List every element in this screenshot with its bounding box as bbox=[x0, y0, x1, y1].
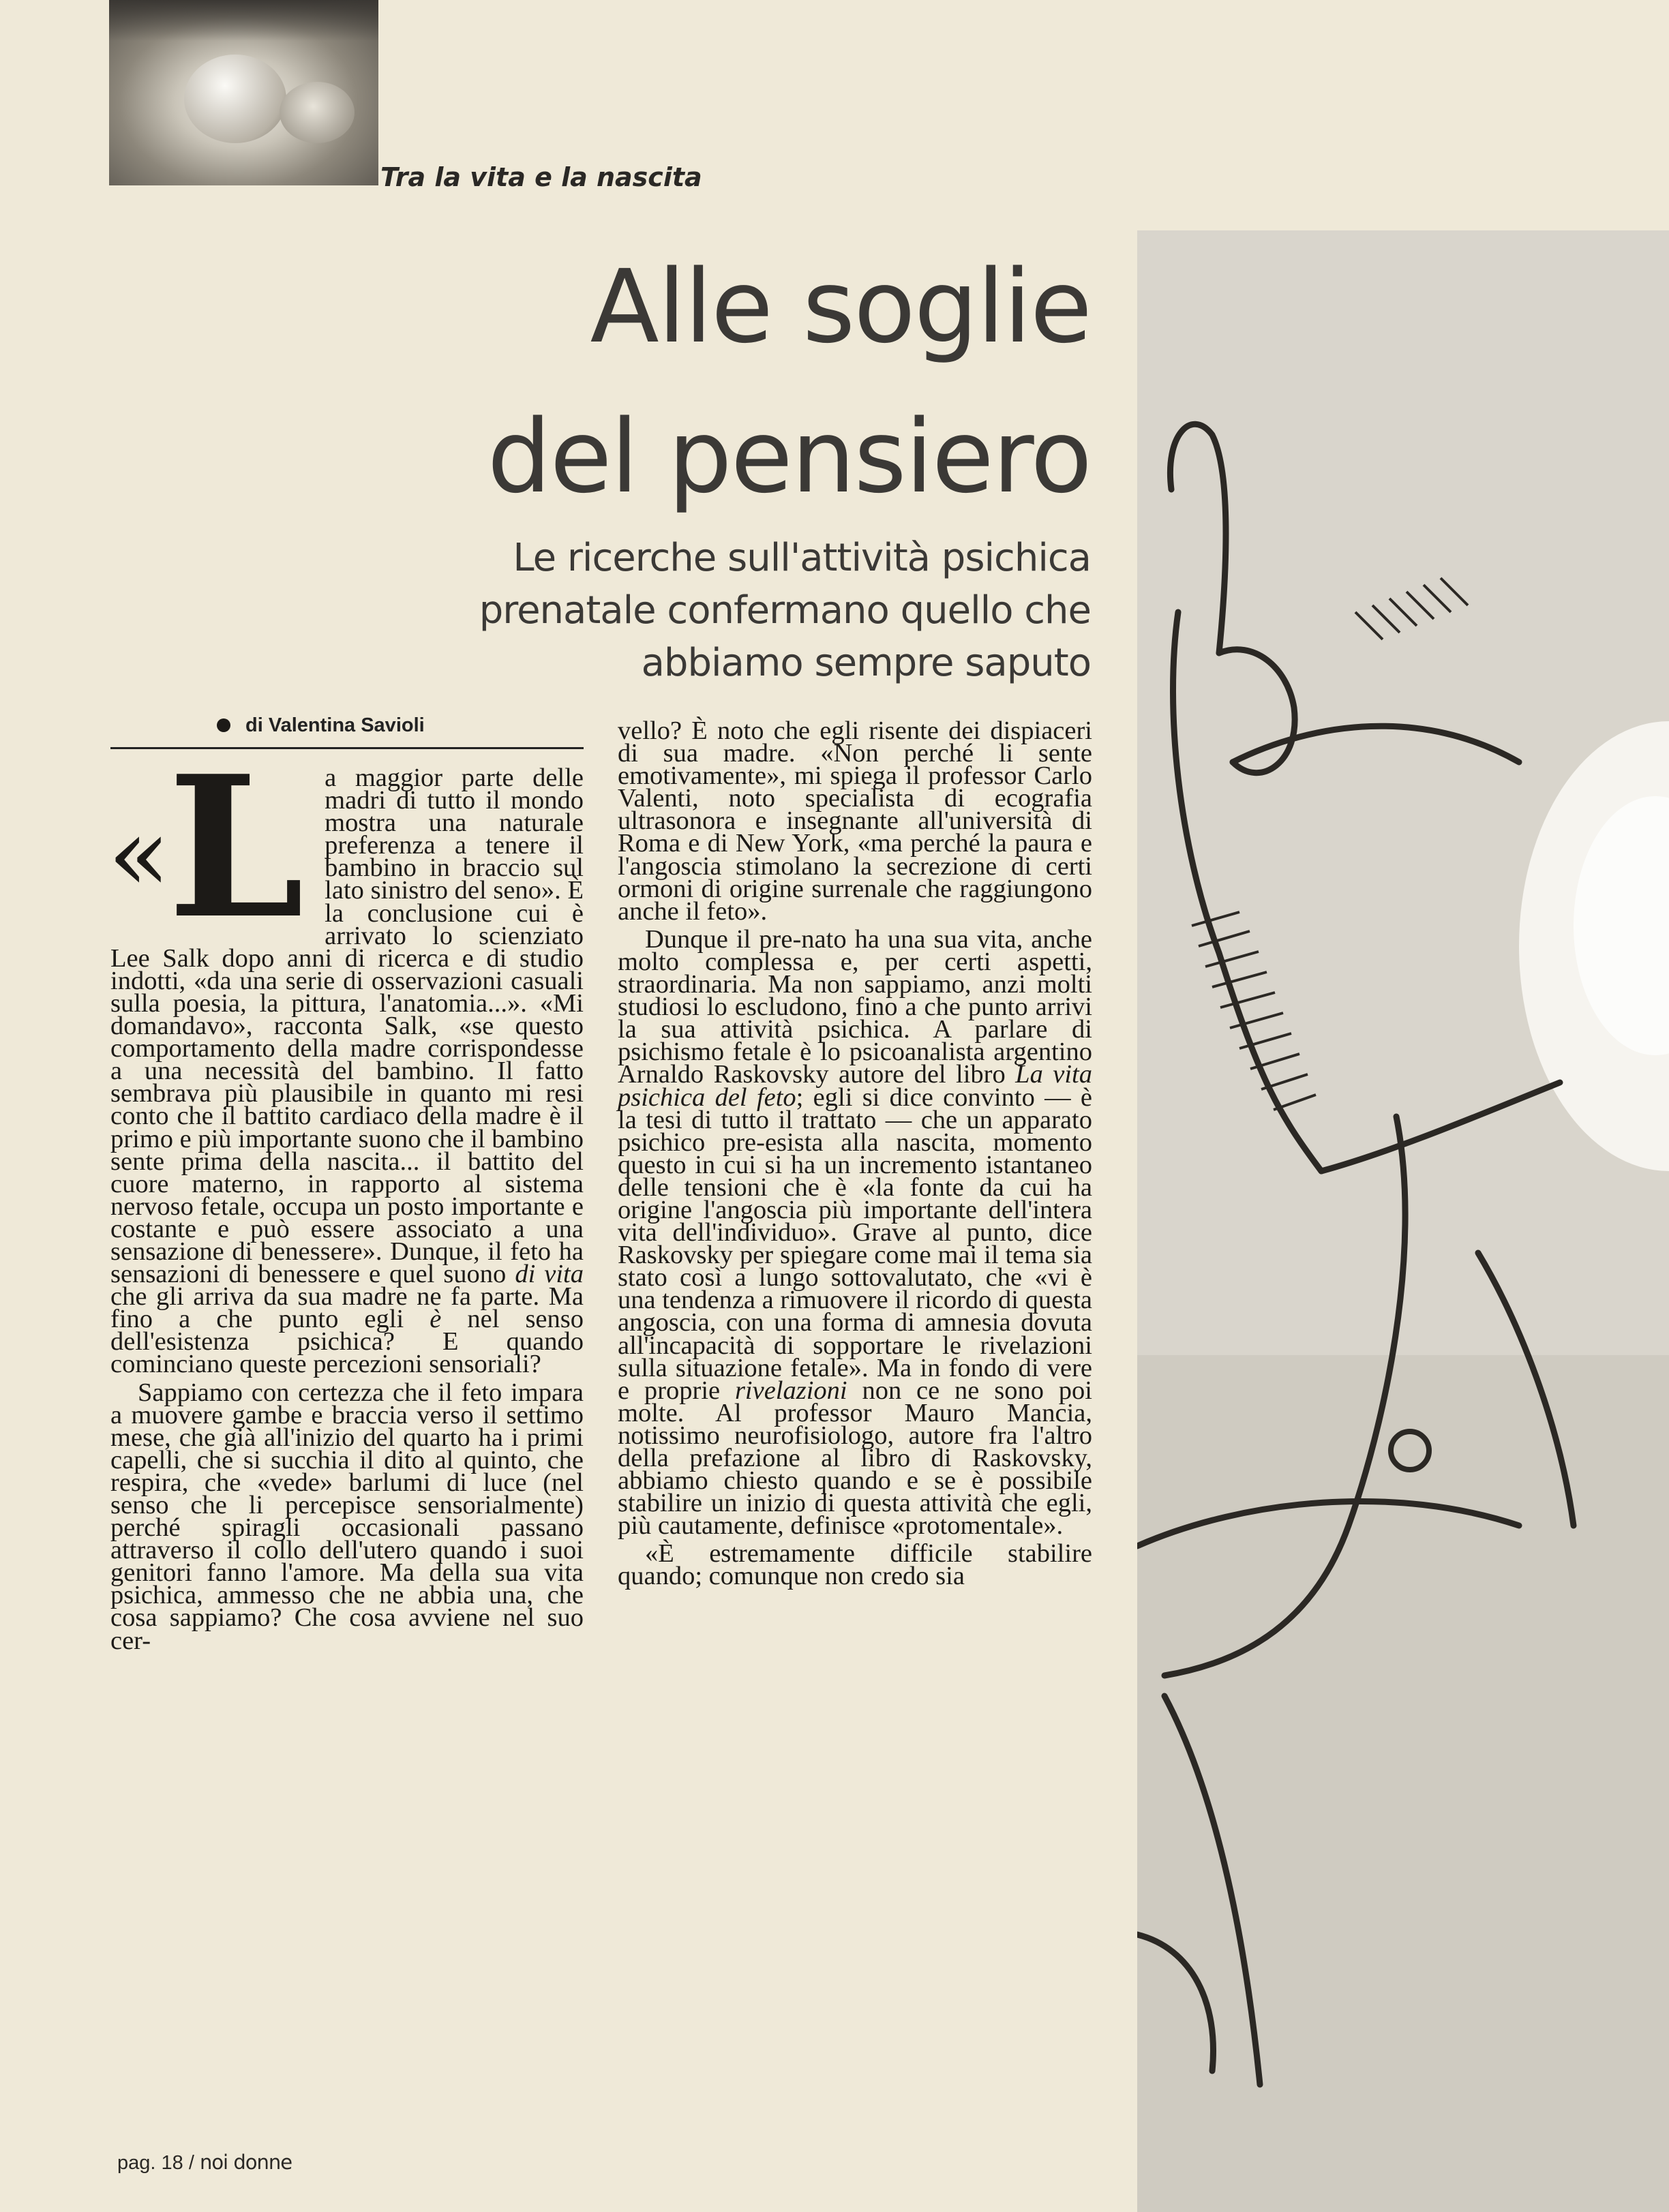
article-column-2 bbox=[618, 716, 1092, 1591]
article-title bbox=[368, 232, 1091, 532]
subtitle-line-2: prenatale confermano quello che bbox=[479, 588, 1091, 633]
page-number: pag. 18 / bbox=[117, 2152, 194, 2174]
paragraph: Sappiamo con certezza che il feto impara a muovere gambe e braccia verso il settimo mese, che già all'inizio del quarto ha i primi capelli, che si succhia il dito al quinto, che respira, che «vede» barlumi di luce (nel senso che li percepisce sensorialmente) perché spiragli occasionali passano attraverso il collo dell'utero quando i suoi genitori fanno l'amore. Ma della sua vita psichica, ammesso che ne abbia una, che cosa sappiamo? Che cosa avviene nel suo cer- bbox=[110, 1378, 584, 1655]
subtitle-line-3: abbiamo sempre saputo bbox=[641, 641, 1091, 685]
book-title: La vita psichica del feto bbox=[618, 1060, 1092, 1112]
page-footer bbox=[117, 2151, 292, 2175]
subtitle-line-1: Le ricerche sull'attività psichica bbox=[513, 536, 1091, 580]
byline-text: di Valentina Savioli bbox=[245, 714, 425, 736]
paragraph: «È estremamente difficile stabilire quando; comunque non credo sia bbox=[618, 1539, 1092, 1591]
header-thumbnail-photo bbox=[109, 0, 378, 185]
title-line-2: del pensiero bbox=[487, 398, 1091, 515]
bullet-icon bbox=[217, 718, 230, 732]
fetus-sketch-photo bbox=[1137, 230, 1669, 2212]
paragraph: Dunque il pre-nato ha una sua vita, anche molto complessa e, per certi aspetti, straordinaria. Ma non sappiamo, anzi molti studiosi lo escludono, fino a che punto arrivi la sua attività psichica. A parlare di psichismo fetale è lo psicoanalista argentino Arnaldo Raskovsky autore del libro La vita psichica del feto; egli si dice convinto — è la tesi di tutto il trattato — che un apparato psichico pre-esista alla nascita, momento questo in cui si ha un incremento istantaneo delle tensioni che è «la fonte da cui ha origine l'angoscia più importante dell'intera vita dell'individuo». Grave al punto, dice Raskovsky per spiegare come mai il tema sia stato così a lungo sottovalutato, che «vi è una tendenza a rimuovere il ricordo di questa angoscia, con una forma di amnesia dovuta all'incapacità di sopportare le rivelazioni sulla situazione fetale». Ma in fondo di vere e proprie rivelazioni non ce ne sono poi molte. Al professor Mauro Mancia, notissimo neurofisiologo, autore fra l'altro della prefazione al libro di Raskovsky, abbiamo chiesto quando e se è possibile stabilire un inizio di questa attività che egli, più cautamente, definisce «protomentale». bbox=[618, 924, 1092, 1541]
title-line-1: Alle soglie bbox=[590, 248, 1091, 365]
article-column-1 bbox=[108, 733, 584, 1655]
section-kicker: Tra la vita e la nascita bbox=[380, 162, 702, 192]
magazine-name: noi donne bbox=[199, 2151, 292, 2174]
paragraph: «L a maggior parte delle madri di tutto il mondo mostra una naturale preferenza a tenere il bambino in braccio sul lato sinistro del seno». È la conclusione cui è arrivato lo scienziato Lee Salk dopo anni di ricerca e di studio indotti, «da una serie di osservazioni casuali sulla poesia, la pittura, l'anatomia...». «Mi domandavo», racconta Salk, «se questo comportamento della madre corrispondesse a una necessità del bambino. Il fatto sembrava più plausibile in quanto mi resi conto che il battito cardiaco della madre è il primo e più importante suono che il bambino sente prima della nascita... il battito del cuore materno, in rapporto al sistema nervoso fetale, occupa un posto importante e costante e può essere associato a una sensazione di benessere». Dunque, il feto ha sensazioni di benessere e quel suono di vita che gli arriva da sua madre ne fa parte. Ma fino a che punto egli è nel senso dell'esistenza psichica? E quando cominciano queste percezioni sensoriali? bbox=[108, 733, 584, 1379]
paragraph: vello? È noto che egli risente dei dispiaceri di sua madre. «Non perché li sente emotivamente», mi spiega il professor Carlo Valenti, noto specialista di ecografia ultrasonora e insegnante all'università di Roma e di New York, «ma perché la paura e l'angoscia stimolano la secrezione di certi ormoni di origine surrenale che raggiungono anche il feto». bbox=[618, 716, 1092, 926]
drop-cap: «L bbox=[108, 733, 305, 962]
article-subtitle bbox=[327, 532, 1091, 689]
